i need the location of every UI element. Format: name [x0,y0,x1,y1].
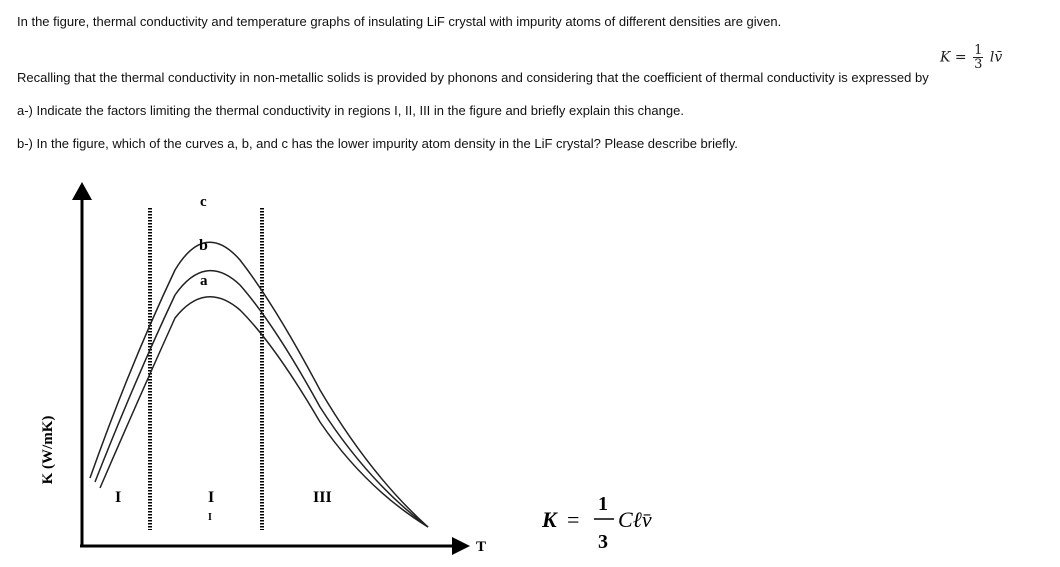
formula-top-numerator: 1 [974,43,983,58]
recall-text: Recalling that the thermal conductivity in non-metallic solids is provided by phonons and considering that the coefficient of thermal conductivity is expressed by [17,70,929,85]
figure-formula-rhs: Cℓv̄ [618,507,652,532]
curve-label-a: a [200,273,208,289]
curve-label-c: c [200,194,207,210]
x-axis-label: T [476,539,487,555]
figure [0,170,700,567]
x-axis-arrow [452,537,470,555]
region-label-3: III [313,489,332,506]
y-axis-label: K (W/mK) [40,415,56,485]
formula-top-lhs: K [940,49,951,66]
figure-formula-numerator: 1 [598,493,608,515]
figure-formula-eq: = [567,507,580,532]
intro-text: In the figure, thermal conductivity and temperature graphs of insulating LiF crystal with impurity atoms of different densities are given. [17,14,782,29]
part-b-text: b-) In the figure, which of the curves a, b, and c has the lower impurity atom density in the LiF crystal? Please describe briefly. [17,136,738,151]
figure-formula-denominator: 3 [598,531,608,553]
formula-top-denominator: 3 [974,57,983,72]
region-label-2: I [208,489,215,506]
formula-top [940,44,1002,71]
curve-c [90,242,428,527]
part-a-text: a-) Indicate the factors limiting the thermal conductivity in regions I, II, III in the figure and briefly explain this change. [17,103,684,118]
formula-top-fraction [973,44,983,71]
curve-label-b: b [199,237,208,254]
y-axis-arrow [72,182,92,200]
figure-formula-lhs: K [542,507,557,532]
formula-top-rhs: lv̄ [989,49,1003,66]
formula-top-eq: = [954,49,967,66]
region-label-1: I [115,489,122,506]
region-label-2-mark: I [208,512,212,523]
